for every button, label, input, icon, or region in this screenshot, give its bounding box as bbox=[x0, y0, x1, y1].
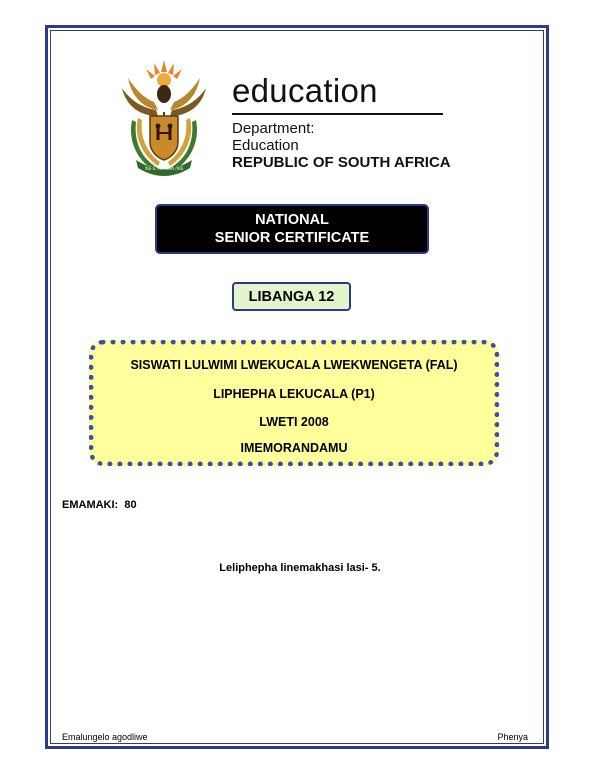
certificate-banner bbox=[155, 204, 429, 254]
education-wordmark: education bbox=[232, 72, 378, 109]
certificate-line-2: SENIOR CERTIFICATE bbox=[214, 230, 370, 246]
department-label: Department: bbox=[232, 120, 315, 137]
bird-body bbox=[157, 85, 171, 103]
coat-of-arms-logo bbox=[118, 58, 210, 176]
document-type: IMEMORANDAMU bbox=[240, 441, 348, 455]
page-count-note: Leliphepha linemakhasi lasi- 5. bbox=[219, 562, 381, 574]
exam-date: LWETI 2008 bbox=[259, 415, 329, 429]
sun-disc bbox=[157, 73, 171, 87]
paper-number: LIPHEPHA LEKUCALA (P1) bbox=[213, 387, 375, 401]
shield bbox=[150, 116, 178, 160]
crest-motto-text: !KE E: /XARRA //KE bbox=[144, 166, 184, 171]
country-name: REPUBLIC OF SOUTH AFRICA bbox=[232, 154, 451, 171]
wordmark-underline bbox=[232, 113, 443, 115]
subject-title: SISWATI LULWIMI LWEKUCALA LWEKWENGETA (FAL) bbox=[130, 358, 458, 372]
department-name: Education bbox=[232, 137, 299, 154]
copyright-footer: Emalungelo agodliwe bbox=[62, 732, 148, 742]
grade-badge: LIBANGA 12 bbox=[232, 282, 351, 311]
subject-panel bbox=[89, 340, 499, 466]
turn-over-footer: Phenya bbox=[497, 732, 528, 742]
total-marks: EMAMAKI: 80 bbox=[62, 499, 137, 511]
certificate-line-1: NATIONAL bbox=[255, 212, 329, 228]
